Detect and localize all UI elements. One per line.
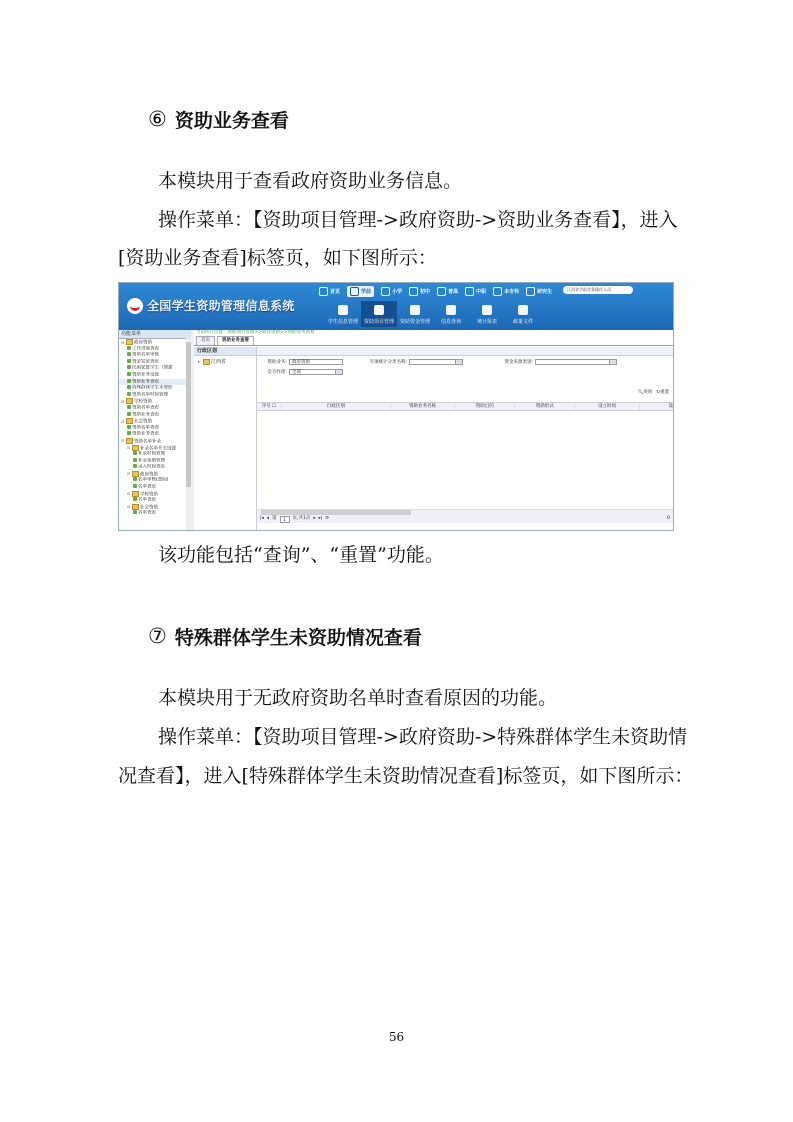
sidebar-tree	[119, 339, 191, 517]
section-6-paragraph-3: 该功能包括“查询”、“重置”功能。	[158, 544, 444, 566]
section-6-paragraph-2-line-1: 操作菜单：【资助项目管理->政府资助->资助业务查看】，进入	[158, 209, 678, 231]
top-links	[319, 286, 552, 297]
sidebar-item[interactable]	[119, 458, 191, 465]
sidebar-item-label: 资助业务查看	[132, 412, 159, 418]
sidebar-item[interactable]	[119, 352, 191, 359]
sidebar-item[interactable]	[119, 445, 191, 452]
menu-stat-report[interactable]: 统计报表	[469, 301, 505, 327]
sidebar-item-label: 补录延期管理	[138, 458, 165, 464]
tab-bar	[194, 336, 673, 346]
senior-icon	[437, 287, 446, 296]
section-7-heading	[148, 623, 422, 650]
menu-student-info[interactable]: 学生信息管理	[325, 301, 361, 327]
special-stat-select[interactable]	[409, 359, 463, 365]
field-aid-business: 资助业务: 政府资助	[257, 359, 343, 365]
field-fund-source: 资金来源类别:	[497, 359, 617, 365]
content-area	[194, 330, 673, 530]
menu-policy[interactable]: 政策文件	[505, 301, 541, 327]
sidebar-item[interactable]	[119, 471, 191, 478]
folder-icon	[132, 504, 139, 510]
leaf-icon	[133, 477, 137, 481]
col-region[interactable]: 行政区划	[282, 403, 391, 410]
top-link-vocational[interactable]: 中职	[465, 287, 486, 296]
sidebar-item[interactable]	[119, 412, 191, 419]
sidebar-item-label: 名单审核(查阅)	[138, 477, 169, 483]
sidebar-item-label: 名单查看	[138, 497, 156, 503]
sidebar-item[interactable]	[119, 510, 191, 517]
col-aid-name[interactable]: 资助业务名称	[391, 403, 455, 410]
refresh-icon[interactable]: ⟳	[325, 516, 330, 521]
menu-aid-project[interactable]: 资助项目管理	[361, 301, 397, 327]
leaf-icon	[127, 346, 131, 350]
sidebar-item[interactable]	[119, 379, 191, 386]
leaf-icon	[127, 365, 131, 369]
breadcrumb: 当前所在位置：资助项目管理>>政府资助>>资助业务查看	[196, 330, 315, 335]
section-6-paragraph-1: 本模块用于查看政府资助业务信息。	[158, 170, 463, 192]
sidebar-item-label: 资助业务设置	[132, 372, 159, 378]
app-header	[119, 283, 673, 330]
region-tree-title: 行政区划	[194, 347, 256, 356]
document-icon	[518, 305, 528, 315]
leaf-icon	[127, 372, 131, 376]
leaf-icon	[133, 451, 137, 455]
leaf-icon	[127, 425, 131, 429]
top-link-senior[interactable]: 普高	[437, 287, 458, 296]
sidebar-item-label: 学校资助	[134, 399, 152, 405]
sidebar-item-label: 资助业务查看	[132, 379, 159, 385]
sidebar-item-label: 名单查看	[138, 510, 156, 516]
leaf-icon	[127, 405, 131, 409]
col-aid-form[interactable]: 资助形式	[515, 403, 575, 410]
sidebar-item[interactable]	[119, 346, 191, 353]
graduation-cap-icon	[493, 287, 502, 296]
sidebar-item[interactable]	[119, 425, 191, 432]
section-6-heading	[148, 106, 289, 133]
sidebar-item[interactable]	[119, 484, 191, 491]
section-7-paragraph-1: 本模块用于无政府资助名单时查看原因的功能。	[158, 687, 558, 709]
graduate-icon	[526, 287, 535, 296]
money-icon	[410, 305, 420, 315]
is-void-select[interactable]: 全部	[289, 369, 343, 375]
folder-icon	[126, 438, 133, 444]
sidebar-item-label: 特殊群体学生未资助	[132, 385, 173, 391]
preschool-icon	[350, 287, 359, 296]
junior-icon	[409, 287, 418, 296]
leaf-icon	[127, 431, 131, 435]
leaf-icon	[133, 484, 137, 488]
section-6-number: ⑥	[148, 107, 167, 131]
primary-icon	[381, 287, 390, 296]
app-logo	[127, 297, 295, 314]
section-7-title: 特殊群体学生未资助情况查看	[174, 627, 422, 649]
tab-aid-business-view[interactable]: 资助业务查看	[217, 336, 254, 345]
sidebar-item[interactable]	[119, 398, 191, 405]
sidebar-item[interactable]	[119, 392, 191, 399]
expand-toggle-icon[interactable]: ⊟	[127, 471, 131, 477]
sidebar-item[interactable]	[119, 339, 191, 346]
sidebar-item[interactable]	[119, 359, 191, 366]
query-panel-header	[257, 347, 673, 356]
leaf-icon	[133, 458, 137, 462]
record-count: 0	[667, 516, 670, 521]
sidebar-item[interactable]	[119, 365, 191, 372]
grid-header	[257, 402, 673, 411]
page-number: 56	[388, 1030, 405, 1044]
sidebar-item-label: 资金发放查看	[132, 359, 159, 365]
sidebar-item-label: 补录名单开关设置	[140, 446, 176, 451]
sidebar-item-label: 资助名单审核	[132, 352, 159, 358]
sidebar-item-label: 补录时间管理	[138, 451, 165, 457]
top-link-college[interactable]: 本专科	[493, 287, 519, 296]
sidebar-item[interactable]	[119, 418, 191, 425]
field-is-void: 是否作废: 全部	[257, 369, 343, 375]
first-page-icon[interactable]: |◂	[260, 516, 264, 521]
col-more[interactable]: 设	[668, 404, 674, 409]
sidebar-item-label: 资助名单查看	[132, 425, 159, 431]
search-doc-icon	[446, 305, 456, 315]
top-link-graduate[interactable]: 研究生	[526, 287, 552, 296]
leaf-icon	[127, 359, 131, 363]
tab-home[interactable]: 首页	[196, 336, 215, 345]
sidebar-title: 功能菜单	[119, 330, 191, 339]
app-title: 全国学生资助管理信息系统	[147, 299, 295, 313]
query-buttons	[638, 389, 669, 395]
sidebar-item[interactable]	[119, 497, 191, 504]
grid-pager: |◂ ◂ 第 1 页,共1页 ▸ ▸| ⟳ 0	[257, 515, 673, 523]
leaf-icon	[127, 379, 131, 383]
section-7-paragraph-2-line-1: 操作菜单：【资助项目管理->政府资助->特殊群体学生未资助情	[158, 726, 688, 748]
expand-toggle-icon[interactable]: ⊟	[121, 339, 125, 345]
sidebar-item-label: 政府资助	[134, 340, 152, 346]
section-6-title: 资助业务查看	[174, 110, 289, 132]
org-select[interactable]: 江西省学前业务操作人员	[563, 286, 633, 294]
leaf-icon	[127, 352, 131, 356]
folder-icon	[132, 471, 139, 477]
vocational-icon	[465, 287, 474, 296]
expand-toggle-icon[interactable]: ⊟	[121, 438, 125, 444]
header-button[interactable]	[637, 286, 651, 294]
folder-icon	[126, 339, 133, 345]
sidebar-item-label: 资助业务查看	[132, 431, 159, 437]
folder-icon	[132, 445, 139, 451]
next-page-icon[interactable]: ▸	[313, 516, 316, 521]
sidebar-item[interactable]	[119, 491, 191, 498]
sidebar-item-label: 社会资助	[140, 505, 158, 511]
top-link-primary[interactable]: 小学	[381, 287, 402, 296]
sidebar-item[interactable]	[119, 405, 191, 412]
menu-info-query[interactable]: 信息查询	[433, 301, 469, 327]
expand-toggle-icon[interactable]: ⊟	[121, 418, 125, 424]
expand-toggle-icon[interactable]: ⊟	[121, 398, 125, 404]
home-icon	[319, 287, 328, 296]
section-7-paragraph-2-line-2: 况查看】，进入[特殊群体学生未资助情况查看]标签页，如下图所示：	[118, 765, 694, 787]
main-menu	[325, 301, 541, 327]
folder-icon	[132, 491, 139, 497]
leaf-icon	[127, 412, 131, 416]
sidebar-item-label: 学校资助	[140, 492, 158, 498]
logo-icon	[127, 298, 143, 314]
sidebar-item[interactable]	[119, 504, 191, 511]
pie-chart-icon	[482, 305, 492, 315]
expand-toggle-icon[interactable]: ⊟	[127, 504, 131, 510]
sidebar-item-label: 政府资助	[140, 472, 158, 478]
top-link-junior[interactable]: 初中	[409, 287, 430, 296]
leaf-icon	[127, 392, 131, 396]
leaf-icon	[133, 464, 137, 468]
prev-page-icon[interactable]: ◂	[266, 516, 270, 521]
top-link-home[interactable]: 首页	[319, 287, 340, 296]
leaf-icon	[133, 510, 137, 514]
folder-icon	[203, 359, 210, 365]
reset-button[interactable]: ↻重置	[656, 390, 669, 395]
field-special-stat: 专项统计分类名称:	[357, 359, 463, 365]
sidebar-item[interactable]	[119, 477, 191, 484]
sidebar-item-label: 资助名单时间管理	[132, 392, 168, 398]
function-menu-sidebar	[119, 330, 192, 530]
sidebar-item-label: 名单查看	[138, 484, 156, 490]
sidebar-item[interactable]	[119, 431, 191, 438]
briefcase-icon	[374, 305, 384, 315]
sidebar-item[interactable]	[119, 372, 191, 379]
sidebar-item-label: 社会资助	[134, 419, 152, 425]
menu-aid-funds[interactable]: 资助资金管理	[397, 301, 433, 327]
section-7-number: ⑦	[148, 624, 167, 648]
sidebar-item-label: 资助名单查看	[132, 405, 159, 411]
col-setup-time[interactable]: 设立时间	[575, 403, 639, 410]
col-index[interactable]: 序号 ☐	[257, 403, 282, 410]
leaf-icon	[133, 497, 137, 501]
sidebar-item[interactable]	[119, 451, 191, 458]
aid-business-input[interactable]: 政府资助	[289, 359, 343, 365]
expand-toggle-icon[interactable]: ⊟	[127, 445, 131, 450]
expand-toggle-icon[interactable]: ⊟	[127, 491, 131, 497]
sidebar-item[interactable]	[119, 464, 191, 471]
users-icon	[338, 305, 348, 315]
leaf-icon	[127, 385, 131, 389]
folder-icon	[126, 418, 133, 424]
last-page-icon[interactable]: ▸|	[318, 516, 323, 521]
sidebar-item-label: 民困家庭学生（情建	[132, 365, 173, 371]
sidebar-item[interactable]	[119, 385, 191, 392]
sidebar-item-label: 工作进展查看	[132, 346, 159, 352]
folder-icon	[126, 398, 133, 404]
screenshot-figure	[118, 282, 674, 531]
section-6-paragraph-2-line-2: [资助业务查看]标签页，如下图所示：	[118, 247, 437, 269]
fund-source-select[interactable]	[535, 359, 617, 365]
col-aid-purpose[interactable]: 资助目的	[455, 403, 515, 410]
sidebar-item[interactable]	[119, 438, 191, 445]
query-panel	[257, 347, 673, 530]
query-button[interactable]: 🔍查询	[637, 390, 653, 395]
region-tree-panel	[194, 347, 257, 530]
sidebar-item-label: 录入时间查看	[138, 464, 165, 470]
page-input[interactable]: 1	[280, 516, 290, 523]
sidebar-item-label: 资助名单补录	[134, 439, 161, 445]
top-link-preschool[interactable]: 学前	[347, 286, 374, 297]
region-tree-root[interactable]: ▸ 江西省	[198, 359, 227, 365]
